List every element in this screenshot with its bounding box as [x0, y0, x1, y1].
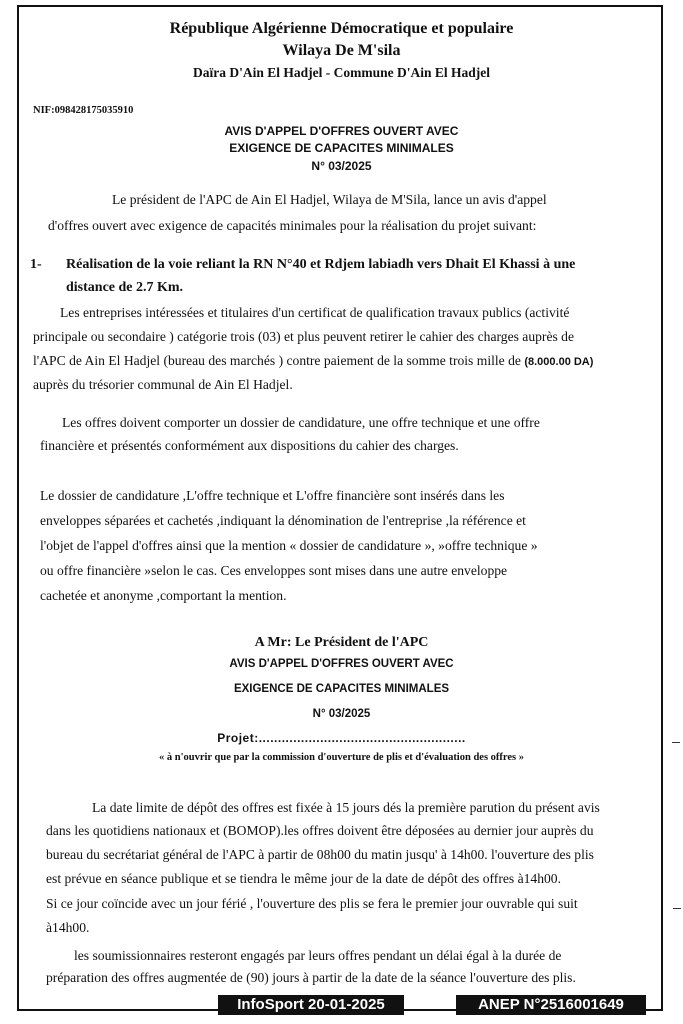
envelopes-line2: enveloppes séparées et cachetés ,indiquant la dénomination de l'entreprise ,la référence et	[40, 513, 526, 528]
project-number: 1-	[30, 257, 42, 272]
envelope-number: N° 03/2025	[312, 708, 371, 720]
commitment-line2: préparation des offres augmentée de (90) jours à partir de la date de la séance l'ouverture des plis.	[46, 970, 576, 985]
deadline-line5: Si ce jour coïncide avec un jour férié , l'ouverture des plis se fera le premier jour ouvrable qui suit	[46, 896, 578, 911]
source-badge: InfoSport 20-01-2025	[218, 995, 404, 1015]
envelopes-line3: l'objet de l'appel d'offres ainsi que la mention « dossier de candidature », »offre technique »	[40, 538, 538, 553]
deadline-line2: dans les quotidiens nationaux et (BOMOP).les offres doivent être déposées au dernier jour auprès du	[46, 823, 594, 838]
nif-number: NIF:098428175035910	[33, 105, 134, 116]
scan-mark	[673, 908, 681, 909]
notice-number: N° 03/2025	[311, 159, 372, 173]
fee-amount: (8.000.00 DA)	[524, 356, 594, 368]
envelopes-line4: ou offre financière »selon le cas. Ces enveloppes sont mises dans une autre enveloppe	[40, 563, 508, 578]
envelope-title-line2: EXIGENCE DE CAPACITES MINIMALES	[233, 683, 450, 695]
intro-line2: d'offres ouvert avec exigence de capacités minimales pour la réalisation du projet suivant:	[48, 218, 537, 233]
header-daira-commune: Daïra D'Ain El Hadjel - Commune D'Ain El Hadjel	[192, 65, 490, 80]
header-republic: République Algérienne Démocratique et populaire	[169, 20, 514, 37]
deadline-line3: bureau du secrétariat général de l'APC à partir de 08h00 du matin jusqu' à 14h00. l'ouverture des plis	[46, 847, 594, 862]
eligibility-line1: Les entreprises intéressées et titulaires d'un certificat de qualification travaux publics (activité	[60, 305, 570, 320]
eligibility-line3	[33, 350, 593, 374]
scan-mark	[672, 742, 680, 743]
header-wilaya: Wilaya De M'sila	[282, 42, 401, 59]
anep-badge: ANEP N°2516001649	[456, 995, 646, 1015]
envelope-project: Projet:......................................................	[217, 731, 466, 745]
eligibility-line2: principale ou secondaire ) catégorie trois (03) et plus peuvent retirer le cahier des charges auprès de	[33, 329, 574, 344]
envelopes-line1: Le dossier de candidature ,L'offre technique et L'offre financière sont insérés dans les	[40, 488, 505, 503]
project-title-line1: Réalisation de la voie reliant la RN N°40 et Rdjem labiadh vers Dhait El Khassi à une	[66, 257, 576, 272]
deadline-line1: La date limite de dépôt des offres est fixée à 15 jours dés la première parution du présent avis	[92, 800, 600, 815]
notice-title-line1: AVIS D'APPEL D'OFFRES OUVERT AVEC	[224, 124, 459, 138]
envelope-note: « à n'ouvrir que par la commission d'ouverture de plis et d'évaluation des offres »	[159, 752, 524, 763]
envelopes-line5: cachetée et anonyme ,comportant la mention.	[40, 588, 287, 603]
commitment-line1: les soumissionnaires resteront engagés par leurs offres pendant un délai égal à la durée de	[74, 948, 562, 963]
notice-title-line2: EXIGENCE DE CAPACITES MINIMALES	[229, 141, 454, 155]
project-title-line2: distance de 2.7 Km.	[66, 280, 184, 295]
envelope-title-line1: AVIS D'APPEL D'OFFRES OUVERT AVEC	[229, 658, 454, 670]
envelope-address: A Mr: Le Président de l'APC	[254, 635, 429, 650]
eligibility-line4: auprès du trésorier communal de Ain El Hadjel.	[33, 377, 293, 392]
eligibility-line3-text: l'APC de Ain El Hadjel (bureau des marchés ) contre paiement de la somme trois mille de	[33, 353, 521, 368]
offers-line1: Les offres doivent comporter un dossier de candidature, une offre technique et une offre	[62, 415, 540, 430]
offers-line2: financière et présentés conformément aux dispositions du cahier des charges.	[40, 438, 459, 453]
deadline-line6: à14h00.	[46, 920, 90, 935]
intro-line1: Le président de l'APC de Ain El Hadjel, Wilaya de M'Sila, lance un avis d'appel	[112, 192, 547, 207]
deadline-line4: est prévue en séance publique et se tiendra le même jour de la date de dépôt des offres à14h00.	[46, 871, 561, 886]
